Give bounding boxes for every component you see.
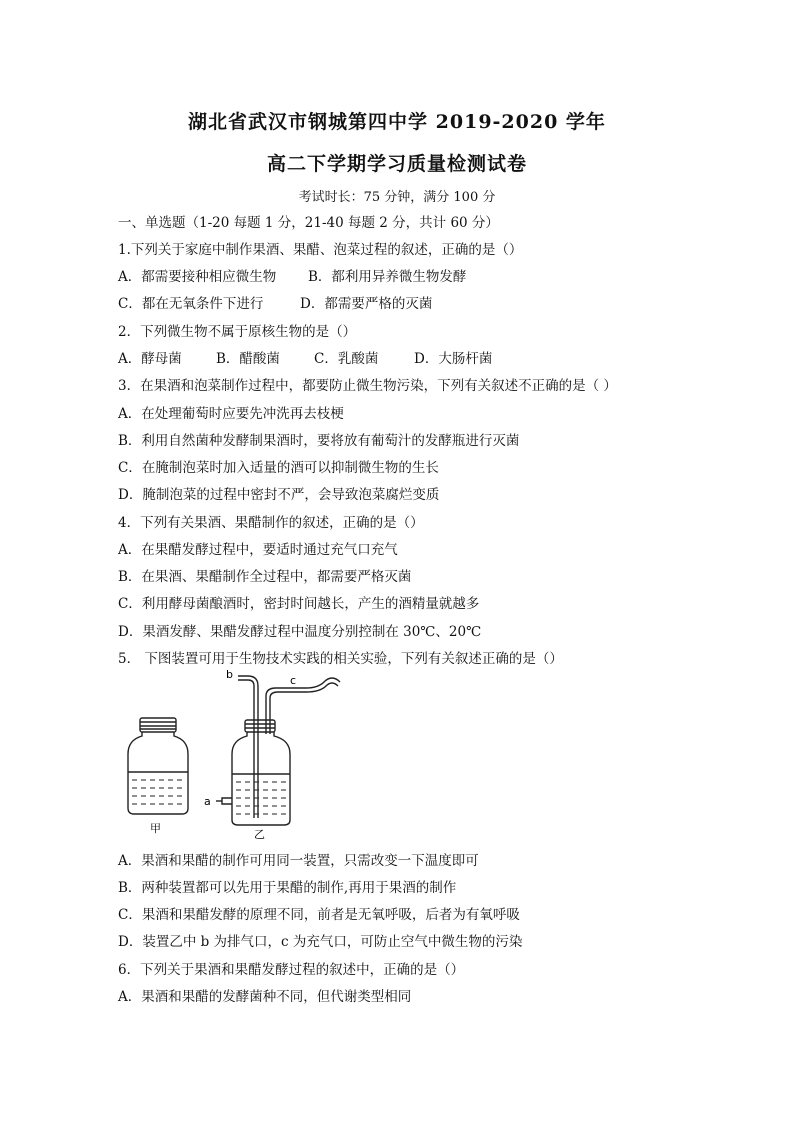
bottle-jia bbox=[128, 718, 188, 814]
question-2-option-d: D．大肠杆菌 bbox=[414, 351, 493, 367]
question-4-option-b: B．在果酒、果醋制作全过程中，都需要严格灭菌 bbox=[118, 569, 412, 585]
question-3-option-c: C．在腌制泡菜时加入适量的酒可以抑制微生物的生长 bbox=[118, 460, 439, 476]
bottle-yi bbox=[216, 676, 340, 825]
question-2-option-b: B．醋酸菌 bbox=[216, 351, 280, 367]
label-yi: 乙 bbox=[254, 828, 265, 840]
question-3-option-a: A．在处理葡萄时应要先冲洗再去枝梗 bbox=[118, 406, 344, 422]
exam-info: 考试时长：75 分钟，满分 100 分 bbox=[298, 190, 496, 205]
question-2-options-row bbox=[118, 347, 492, 367]
question-4-stem: 4．下列有关果酒、果醋制作的叙述，正确的是（） bbox=[118, 515, 424, 531]
label-a: a bbox=[204, 795, 211, 808]
label-jia: 甲 bbox=[150, 822, 161, 835]
question-2-option-a: A．酵母菌 bbox=[118, 351, 182, 367]
label-c: c bbox=[290, 674, 297, 687]
fermentation-apparatus-figure bbox=[118, 670, 358, 840]
question-4-option-d: D．果酒发酵、果醋发酵过程中温度分别控制在 30℃、20℃ bbox=[118, 624, 482, 640]
question-3-option-d: D．腌制泡菜的过程中密封不严，会导致泡菜腐烂变质 bbox=[118, 487, 440, 503]
question-6-option-a: A．果酒和果醋的发酵菌种不同，但代谢类型相同 bbox=[118, 989, 412, 1005]
question-5-stem: 5． 下图装置可用于生物技术实践的相关实验，下列有关叙述正确的是（） bbox=[118, 651, 563, 667]
question-4-option-c: C．利用酵母菌酿酒时，密封时间越长，产生的酒精量就越多 bbox=[118, 596, 480, 612]
exam-title-line2: 高二下学期学习质量检测试卷 bbox=[266, 153, 527, 175]
exam-title-line1: 湖北省武汉市钢城第四中学 2019-2020 学年 bbox=[188, 111, 606, 133]
question-3-option-b: B．利用自然菌种发酵制果酒时，要将放有葡萄汁的发酵瓶进行灭菌 bbox=[118, 433, 520, 449]
question-6-stem: 6．下列关于果酒和果醋发酵过程的叙述中，正确的是（） bbox=[118, 962, 465, 978]
question-1-option-d: D．都需要严格的灭菌 bbox=[300, 296, 433, 312]
question-5-option-b: B．两种装置都可以先用于果醋的制作,再用于果酒的制作 bbox=[118, 880, 457, 896]
label-b: b bbox=[226, 670, 233, 681]
question-1-option-c: C．都在无氧条件下进行 bbox=[118, 296, 264, 312]
question-1-option-b: B．都利用异养微生物发酵 bbox=[308, 269, 467, 285]
question-3-stem: 3．在果酒和泡菜制作过程中，都要防止微生物污染，下列有关叙述不正确的是（ ） bbox=[118, 378, 617, 394]
section-heading: 一、单选题（1-20 每题 1 分，21-40 每题 2 分，共计 60 分） bbox=[118, 215, 499, 231]
question-5-option-d: D．装置乙中 b 为排气口，c 为充气口，可防止空气中微生物的污染 bbox=[118, 934, 523, 950]
question-1-options-row-2 bbox=[118, 292, 432, 312]
question-5-option-c: C．果酒和果醋发酵的原理不同，前者是无氧呼吸，后者为有氧呼吸 bbox=[118, 907, 520, 923]
question-4-option-a: A．在果醋发酵过程中，要适时通过充气口充气 bbox=[118, 542, 398, 558]
question-1-option-a: A．都需要接种相应微生物 bbox=[118, 269, 277, 285]
question-1-options-row-1 bbox=[118, 265, 466, 285]
question-2-option-c: C．乳酸菌 bbox=[314, 351, 379, 367]
question-1-stem: 1.下列关于家庭中制作果酒、果醋、泡菜过程的叙述，正确的是（） bbox=[118, 242, 523, 258]
question-5-option-a: A．果酒和果醋的制作可用同一装置，只需改变一下温度即可 bbox=[118, 853, 479, 869]
question-2-stem: 2．下列微生物不属于原核生物的是（） bbox=[118, 324, 357, 340]
